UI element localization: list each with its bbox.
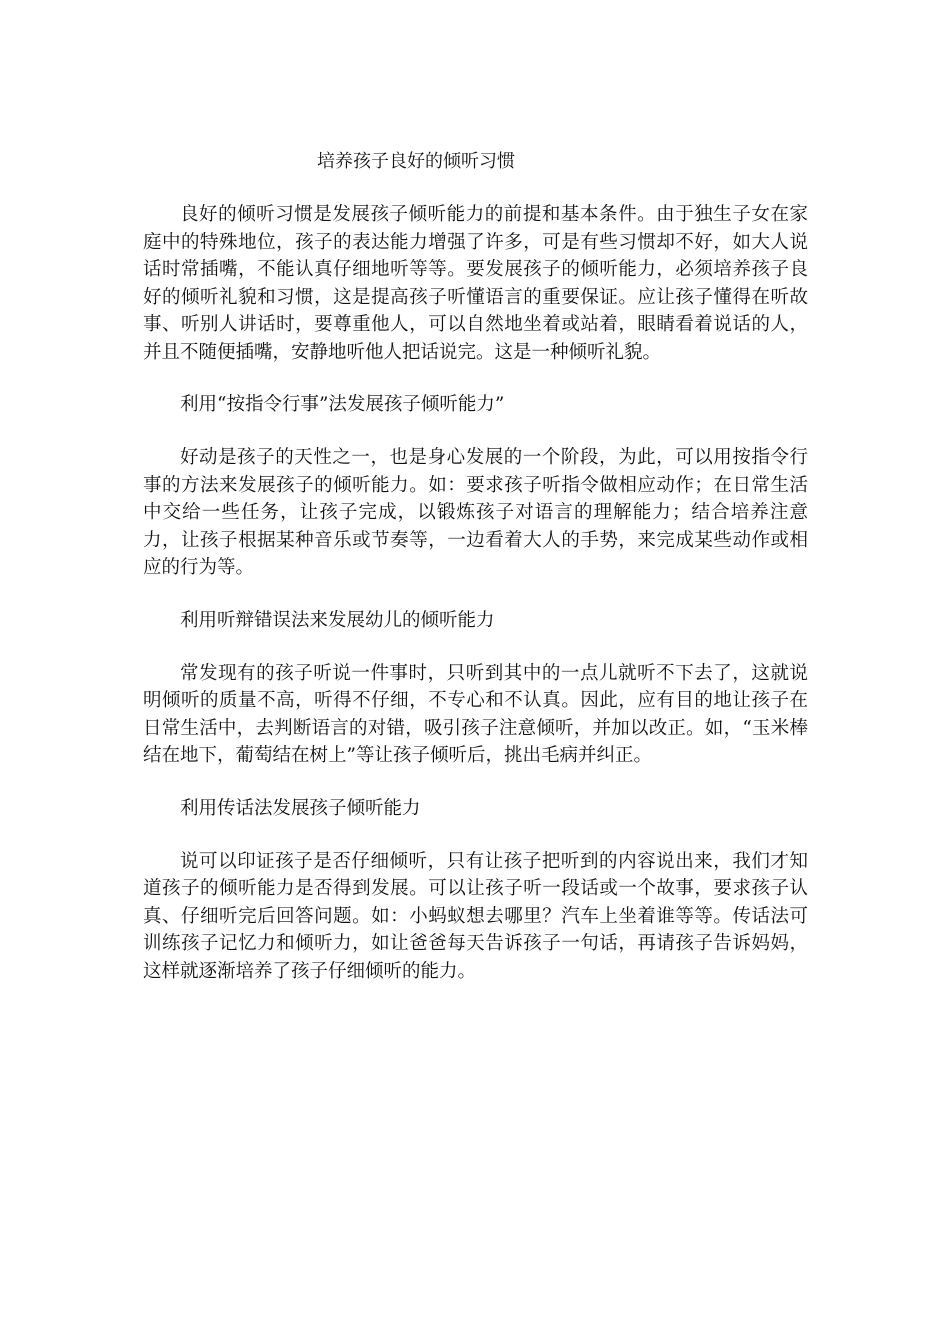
document-title: 培养孩子良好的倾听习惯	[317, 151, 515, 172]
document-body	[143, 148, 808, 985]
section-paragraph-message-relay-method: 说可以印证孩子是否仔细倾听，只有让孩子把听到的内容说出来，我们才知道孩子的倾听能力是否得到发展。可以让孩子听一段话或一个故事，要求孩子认真、仔细听完后回答问题。如：小蚂蚁想去哪里？汽车上坐着谁等等。传话法可训练孩子记忆力和倾听力，如让爸爸每天告诉孩子一句话，再请孩子告诉妈妈，这样就逐渐培养了孩子仔细倾听的能力。	[143, 850, 808, 982]
section-paragraph-error-spotting-method: 常发现有的孩子听说一件事时，只听到其中的一点儿就听不下去了，这就说明倾听的质量不高，听得不仔细，不专心和不认真。因此，应有目的地让孩子在日常生活中，去判断语言的对错，吸引孩子注意倾听，并加以改正。如，“玉米棒结在地下，葡萄结在树上”等让孩子倾听后，挑出毛病并纠正。	[143, 662, 808, 766]
section-heading-error-spotting-method: 利用听辩错误法来发展幼儿的倾听能力	[180, 609, 495, 631]
section-heading-instruction-method: 利用“按指令行事”法发展孩子倾听能力”	[180, 394, 505, 415]
section-heading-message-relay-method: 利用传话法发展孩子倾听能力	[180, 797, 421, 819]
intro-paragraph: 良好的倾听习惯是发展孩子倾听能力的前提和基本条件。由于独生子女在家庭中的特殊地位，孩子的表达能力增强了许多，可是有些习惯却不好，如大人说话时常插嘴，不能认真仔细地听等等。要发展孩子的倾听能力，必须培养孩子良好的倾听礼貌和习惯，这是提高孩子听懂语言的重要保证。应让孩子懂得在听故事、听别人讲话时，要尊重他人，可以自然地坐着或站着，眼睛看着说话的人，并且不随便插嘴，安静地听他人把话说完。这是一种倾听礼貌。	[143, 204, 808, 363]
section-paragraph-instruction-method: 好动是孩子的天性之一，也是身心发展的一个阶段，为此，可以用按指令行事的方法来发展孩子的倾听能力。如：要求孩子听指令做相应动作；在日常生活中交给一些任务，让孩子完成，以锻炼孩子对语言的理解能力；结合培养注意力，让孩子根据某种音乐或节奏等，一边看着大人的手势，来完成某些动作或相应的行为等。	[143, 447, 808, 578]
